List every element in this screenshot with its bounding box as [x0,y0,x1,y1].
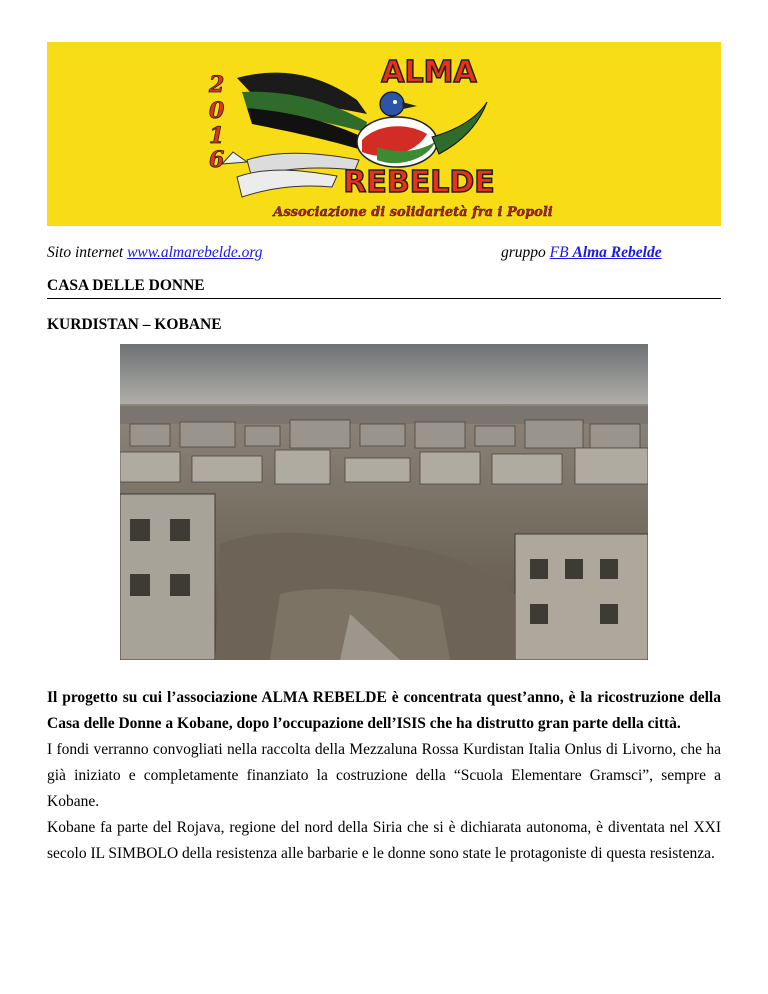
facebook-line [501,244,662,262]
article-body [47,685,721,867]
header-banner [47,42,721,226]
logo-title-top: ALMA [381,55,477,90]
year-digit: 0 [209,98,225,124]
kobane-paragraph: Kobane fa parte del Rojava, regione del nord della Siria che si è dichiarata autonoma, è diventata nel XXI secolo IL SIMBOLO della resistenza alle barbarie e le donne sono state le protagoniste di questa resistenza. [47,819,721,862]
logo-tagline: Associazione di solidarietà fra i Popoli [273,205,553,220]
lead-paragraph: Il progetto su cui l’associazione ALMA REBELDE è concentrata quest’anno, è la ricostruzione della Casa delle Donne a Kobane, dopo l’occupazione dell’ISIS che ha distrutto gran parte della città. [47,689,721,732]
alma-rebelde-logo [47,42,721,226]
section-heading: CASA DELLE DONNE [47,277,721,299]
website-link[interactable]: www.almarebelde.org [127,244,263,261]
kobane-ruins-photo [120,344,648,660]
facebook-link[interactable] [550,244,662,261]
funding-paragraph: I fondi verranno convogliati nella raccolta della Mezzaluna Rossa Kurdistan Italia Onlus di Livorno, che ha già iniziato e completamente finanziato la costruzione della “Scuola Elementare Gramsci”, sempre a Kobane. [47,741,721,810]
facebook-prefix: gruppo [501,244,546,261]
facebook-group-name: Alma Rebelde [572,244,662,261]
year-digit: 1 [209,123,225,149]
year-digit: 2 [209,72,225,98]
links-row [47,244,721,266]
year-digit: 6 [209,147,225,173]
subsection-heading: KURDISTAN – KOBANE [47,316,222,333]
logo-title-bottom: REBELDE [343,165,495,200]
website-line [47,244,263,262]
facebook-label: FB [549,244,569,261]
website-prefix: Sito internet [47,244,124,261]
